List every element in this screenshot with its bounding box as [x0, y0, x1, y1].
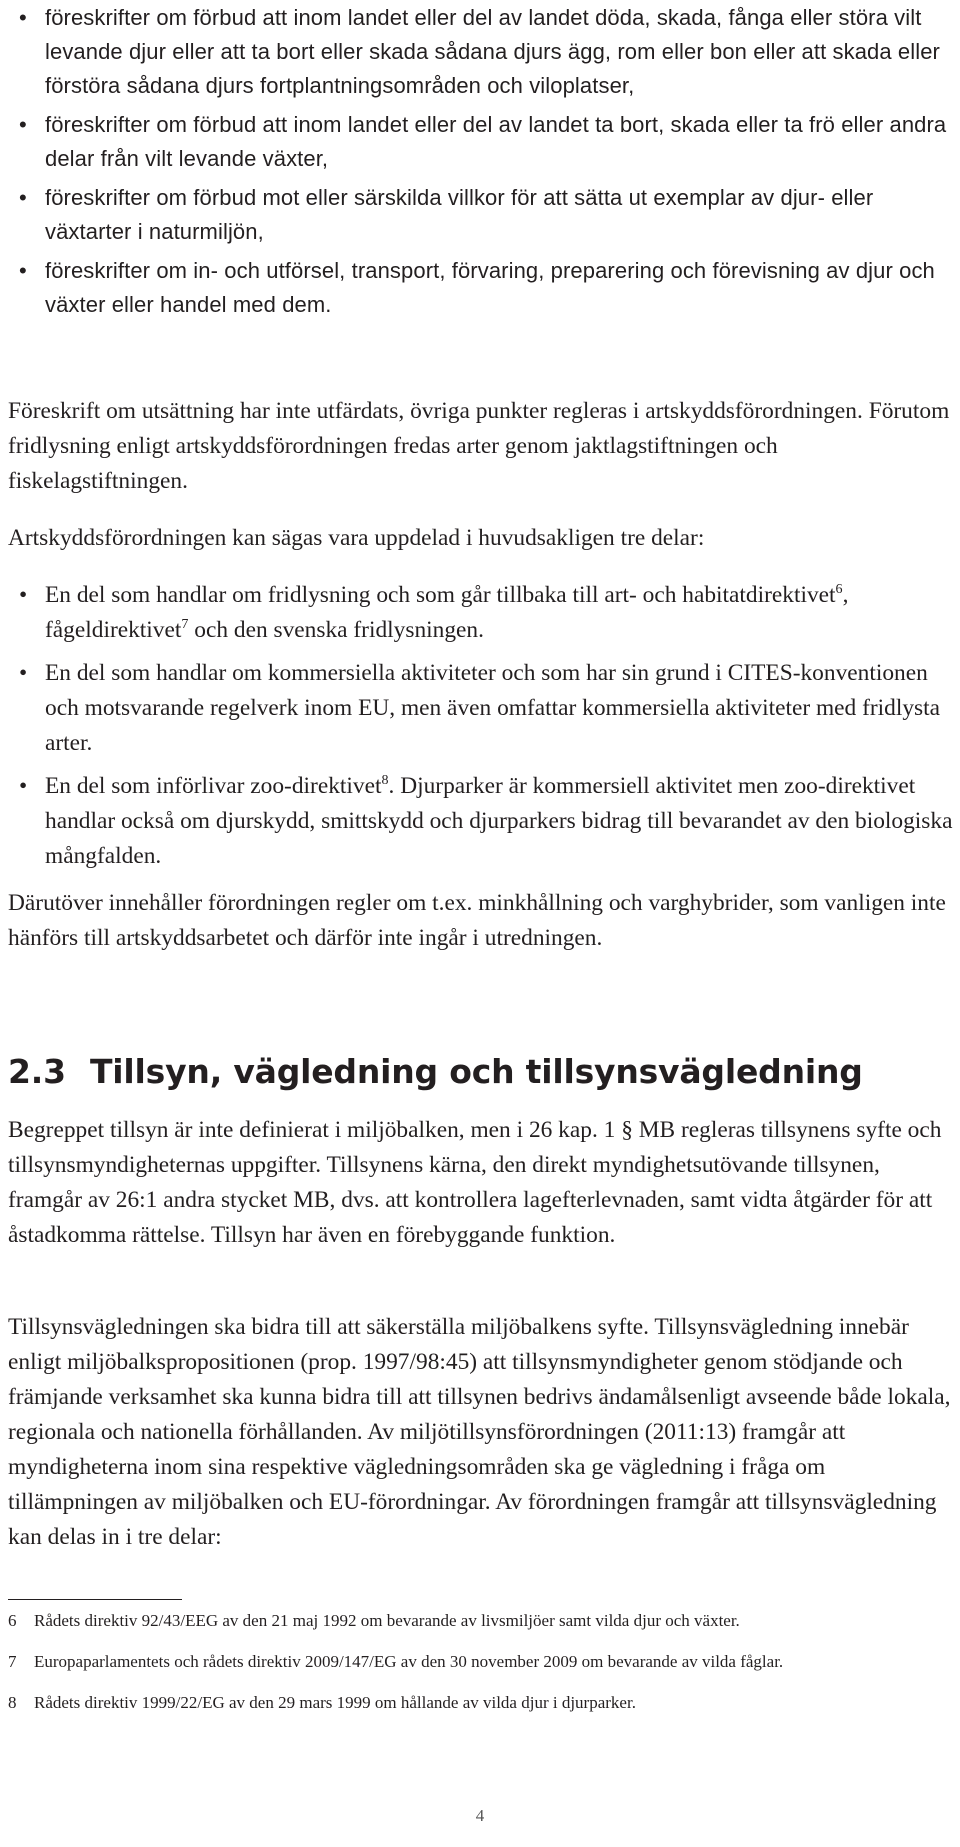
bullet-icon: • — [19, 112, 27, 137]
footnote-text: Rådets direktiv 92/43/EEG av den 21 maj 1992 om bevarande av livsmiljöer samt vilda djur och växter. — [34, 1611, 740, 1630]
list-item-text: En del som handlar om kommersiella aktiviteter och som har sin grund i CITES-konventionen och motsvarande regelverk inom EU, men även omfattar kommersiella aktiviteter med fridlysta arter. — [45, 660, 941, 756]
list-item — [16, 181, 956, 249]
list-item-text: föreskrifter om förbud att inom landet eller del av landet döda, skada, fånga eller störa vilt levande djur eller att ta bort eller skada sådana djurs ägg, rom eller bon eller att skada eller förstöra sådana djurs fortplantningsområden och viloplatser, — [45, 5, 940, 98]
footnote — [8, 1608, 948, 1633]
ordinance-parts-list — [16, 578, 956, 882]
list-item-text: En del som handlar om fridlysning och som går tillbaka till art- och habitatdirektivet$^6$, fågeldirektivet$^7$ och den svenska fridlysningen. — [45, 581, 849, 643]
footnote-ref[interactable]: 8 — [381, 772, 389, 789]
footnote-text: Rådets direktiv 1999/22/EG av den 29 mars 1999 om hållande av vilda djur i djurparker. — [34, 1693, 636, 1712]
paragraph-artskydd: Artskyddsförordningen kan sägas vara uppdelad i huvudsakligen tre delar: — [8, 525, 705, 551]
paragraph-tillsyn: Begreppet tillsyn är inte definierat i miljöbalken, men i 26 kap. 1 § MB regleras tillsynens syfte och tillsynsmyndigheternas uppgifter. Tillsynens kärna, den direkt myndighetsutövande tillsynen, framgår av 26:1 andra stycket MB, dvs. att kontrollera lagefterlevnaden, samt vidta åtgärder för att åstadkomma rättelse. Tillsyn har även en förebyggande funktion. — [8, 1117, 942, 1248]
bullet-icon: • — [19, 582, 28, 608]
footnote-text: Europaparlamentets och rådets direktiv 2009/147/EG av den 30 november 2009 om bevarande av vilda fåglar. — [34, 1652, 784, 1671]
bullet-icon: • — [19, 258, 27, 283]
section-heading — [8, 1050, 863, 1094]
paragraph-vagledning: Tillsynsvägledningen ska bidra till att säkerställa miljöbalkens syfte. Tillsynsvägledning innebär enligt miljöbalkspropositionen (prop. 1997/98:45) att tillsynsmyndigheter genom stödjande och främjande verksamhet ska kunna bidra till att tillsynen bedrivs ändamålsenligt avseende både lokala, regionala och nationella förhållanden. Av miljötillsynsförordningen (2011:13) framgår att myndigheterna inom sina respektive vägledningsområden ska ge vägledning i fråga om tillämpningen av miljöbalken och EU-förordningar. Av förordningen framgår att tillsynsvägledning kan delas in i tre delar: — [8, 1314, 951, 1550]
list-item — [16, 656, 956, 761]
list-item-text: föreskrifter om förbud mot eller särskilda villkor för att sätta ut exemplar av djur- eller växtarter i naturmiljön, — [45, 185, 874, 244]
list-item — [16, 769, 956, 874]
list-item-text: föreskrifter om in- och utförsel, transport, förvaring, preparering och förevisning av djur och växter eller handel med dem. — [45, 258, 935, 317]
paragraph-darutover: Därutöver innehåller förordningen regler om t.ex. minkhållning och varghybrider, som vanligen inte hänförs till artskyddsarbetet och därför inte ingår i utredningen. — [8, 890, 946, 951]
footnote — [8, 1649, 948, 1674]
bullet-icon: • — [19, 660, 28, 686]
footnote-ref[interactable]: 6 — [835, 581, 843, 598]
footnote-number: 8 — [8, 1693, 17, 1712]
footnotes — [8, 1608, 948, 1731]
footnote-number: 7 — [8, 1652, 17, 1671]
bullet-icon: • — [19, 5, 27, 30]
section-number: 2.3 — [8, 1052, 66, 1091]
bullet-icon: • — [19, 773, 28, 799]
list-item-text: föreskrifter om förbud att inom landet eller del av landet ta bort, skada eller ta frö eller andra delar från vilt levande växter, — [45, 112, 947, 171]
list-item — [16, 1, 956, 103]
prohibition-regulations-list — [16, 1, 956, 327]
list-item-text: En del som införlivar zoo-direktivet$^8$. Djurparker är kommersiell aktivitet men zoo-direktivet handlar också om djurskydd, smittskydd och djurparkers bidrag till bevarandet av den biologiska mångfalden. — [45, 772, 953, 869]
footnote-ref[interactable]: 7 — [181, 616, 189, 633]
footnote — [8, 1690, 948, 1715]
paragraph-intro: Föreskrift om utsättning har inte utfärdats, övriga punkter regleras i artskyddsförordningen. Förutom fridlysning enligt artskyddsförordningen fredas arter genom jaktlagstiftningen och fiskelagstiftningen. — [8, 398, 950, 494]
list-item — [16, 108, 956, 176]
list-item — [16, 578, 956, 648]
footnote-divider — [8, 1599, 182, 1600]
page-number: 4 — [475, 1806, 485, 1825]
bullet-icon: • — [19, 185, 27, 210]
list-item — [16, 254, 956, 322]
section-title: Tillsyn, vägledning och tillsynsvägledning — [90, 1052, 863, 1091]
footnote-number: 6 — [8, 1611, 17, 1630]
